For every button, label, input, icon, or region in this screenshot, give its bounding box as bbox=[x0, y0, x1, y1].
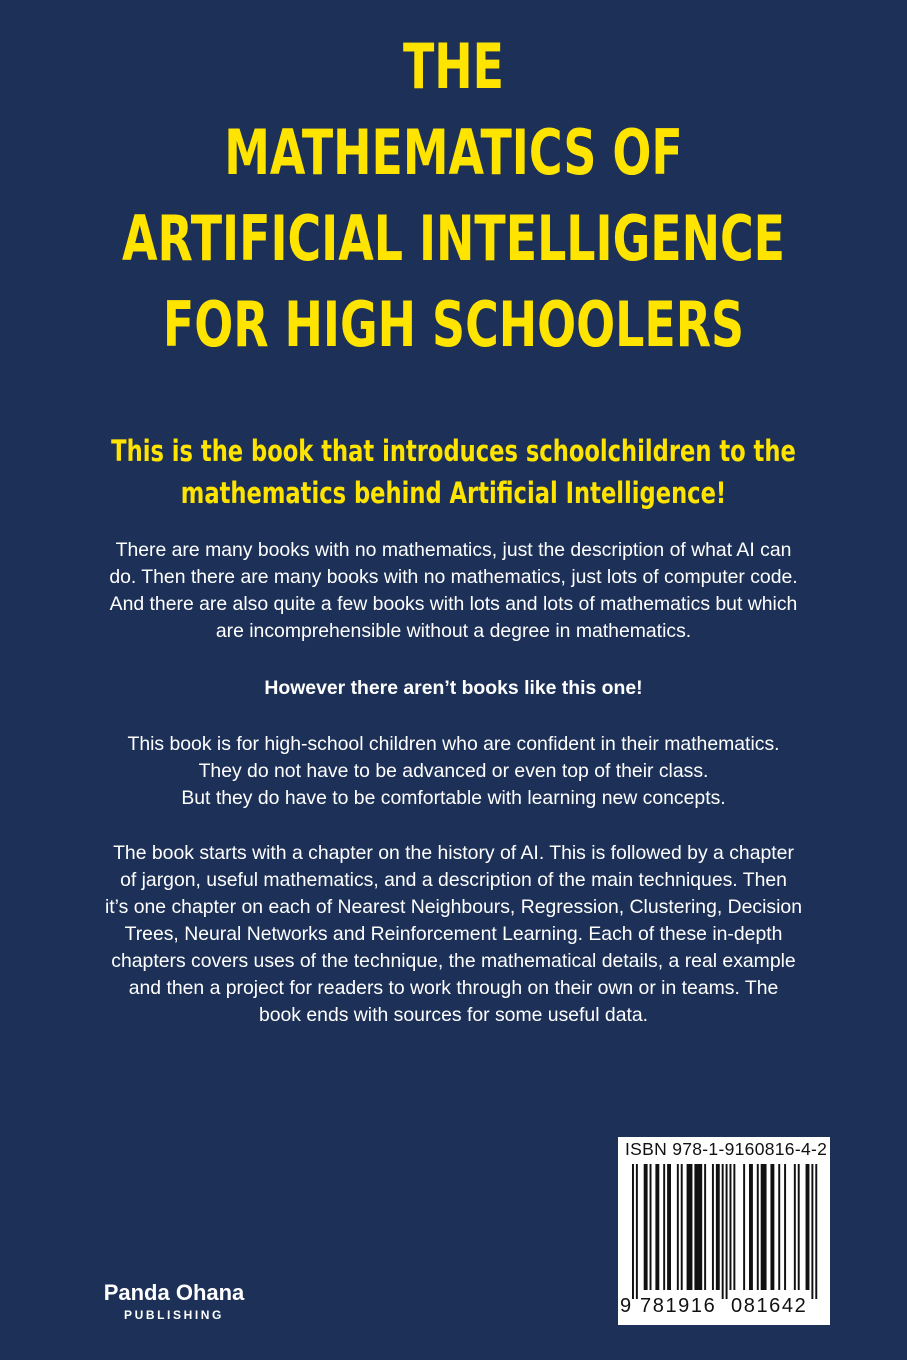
barcode-bar bbox=[636, 1164, 638, 1299]
barcode-bar bbox=[811, 1164, 813, 1299]
paragraph-line: it’s one chapter on each of Nearest Neighbours, Regression, Clustering, Decision bbox=[104, 896, 802, 918]
barcode-bar bbox=[749, 1164, 753, 1290]
barcode-digits-left: 781916 bbox=[640, 1295, 717, 1317]
barcode-bar bbox=[733, 1164, 735, 1290]
isbn-label: ISBN 978-1-9160816-4-2 bbox=[625, 1139, 828, 1159]
paragraph-line: The book starts with a chapter on the history of AI. This is followed by a chapter bbox=[113, 842, 794, 864]
publisher-subtitle: PUBLISHING bbox=[123, 1308, 224, 1322]
barcode-bar bbox=[784, 1164, 786, 1290]
paragraph-line: There are many books with no mathematics, just the description of what AI can bbox=[115, 539, 792, 561]
barcode-bar bbox=[761, 1164, 767, 1290]
tagline-line-1: This is the book that introduces schoolchildren to the bbox=[111, 434, 796, 468]
paragraph-line: And there are also quite a few books with lots and lots of mathematics but which bbox=[109, 593, 798, 615]
tagline bbox=[100, 430, 807, 514]
barcode-bar bbox=[712, 1164, 714, 1290]
barcode-bar bbox=[704, 1164, 706, 1290]
title-line-2: MATHEMATICS OF bbox=[224, 116, 683, 189]
barcode-bar bbox=[677, 1164, 679, 1290]
barcode-bar bbox=[644, 1164, 648, 1290]
barcode-bar bbox=[650, 1164, 652, 1290]
barcode-bar bbox=[770, 1164, 774, 1290]
paragraph-line: This book is for high-school children who are confident in their mathematics. bbox=[127, 733, 780, 755]
barcode-bar bbox=[687, 1164, 693, 1290]
title-line-1: THE bbox=[402, 30, 505, 103]
barcode-digit-lead: 9 bbox=[620, 1295, 633, 1317]
barcode-bar bbox=[716, 1164, 720, 1290]
title-line-3: ARTIFICIAL INTELLIGENCE bbox=[121, 202, 786, 275]
publisher-name: Panda Ohana bbox=[103, 1280, 245, 1305]
barcode-bars bbox=[630, 1164, 820, 1299]
title-line-4: FOR HIGH SCHOOLERS bbox=[162, 288, 745, 361]
paragraph-line: However there aren’t books like this one! bbox=[264, 677, 643, 699]
barcode-bar bbox=[743, 1164, 745, 1290]
barcode-bar bbox=[794, 1164, 796, 1290]
barcode-digits-right: 081642 bbox=[731, 1295, 808, 1317]
barcode-bar bbox=[757, 1164, 759, 1290]
paragraph-line: are incomprehensible without a degree in mathematics. bbox=[215, 620, 692, 642]
publisher-logo bbox=[92, 1280, 256, 1324]
paragraph-line: chapters covers uses of the technique, the mathematical details, a real example bbox=[111, 950, 796, 972]
paragraph-line: They do not have to be advanced or even top of their class. bbox=[198, 760, 709, 782]
paragraph-contents bbox=[60, 840, 847, 1029]
isbn-barcode bbox=[618, 1137, 830, 1325]
paragraph-line: But they do have to be comfortable with learning new concepts. bbox=[181, 787, 726, 809]
paragraph-audience bbox=[60, 731, 847, 812]
barcode-bar bbox=[722, 1164, 724, 1299]
barcode-bar bbox=[694, 1164, 702, 1290]
paragraph-line: do. Then there are many books with no mathematics, just lots of computer code. bbox=[109, 566, 798, 588]
paragraph-line: of jargon, useful mathematics, and a description of the main techniques. Then bbox=[120, 869, 787, 891]
paragraph-emphasis bbox=[60, 675, 847, 702]
book-title bbox=[118, 24, 789, 368]
paragraph-intro bbox=[60, 537, 847, 645]
paragraph-line: book ends with sources for some useful data. bbox=[258, 1004, 649, 1026]
barcode-bar bbox=[663, 1164, 665, 1290]
barcode-bar bbox=[798, 1164, 800, 1290]
barcode-bar bbox=[726, 1164, 728, 1299]
barcode-bar bbox=[730, 1164, 732, 1290]
barcode-bar bbox=[815, 1164, 817, 1299]
paragraph-line: Trees, Neural Networks and Reinforcement Learning. Each of these in-depth bbox=[124, 923, 783, 945]
barcode-bar bbox=[806, 1164, 810, 1290]
barcode-bar bbox=[681, 1164, 683, 1290]
barcode-bar bbox=[778, 1164, 780, 1290]
barcode-bar bbox=[655, 1164, 659, 1290]
tagline-line-2: mathematics behind Artificial Intelligence! bbox=[180, 476, 727, 510]
barcode-bar bbox=[632, 1164, 634, 1299]
paragraph-line: and then a project for readers to work through on their own or in teams. The bbox=[128, 977, 779, 999]
barcode-bar bbox=[667, 1164, 671, 1290]
